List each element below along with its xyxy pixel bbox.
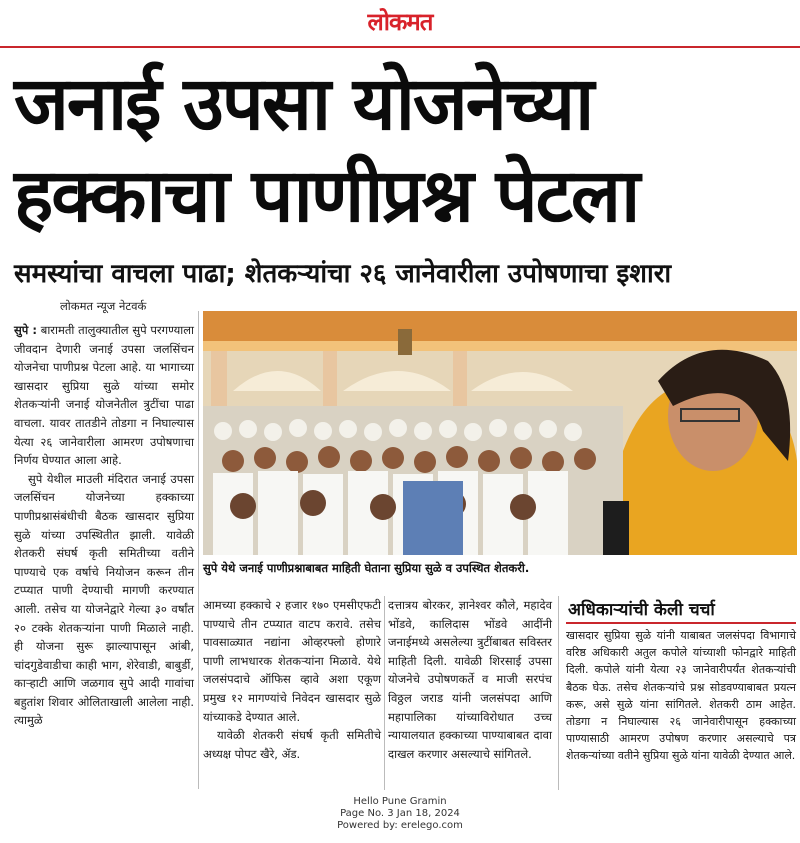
footer-edition: Hello Pune Gramin [353, 796, 447, 807]
box-title: अधिकाऱ्यांची केली चर्चा [568, 600, 715, 620]
article-para-1-text: बारामती तालुक्यातील सुपे परगण्याला जीवदान देणारी जनाई उपसा जलसिंचन योजनेचा पाणीप्रश्न पेटला आहे. या भागाच्या खासदार सुप्रिया सुळे यांच्या समोर शेतकऱ्यांनी जनाई योजनेतील त्रुटींचा पाढा वाचला. यावर तातडीने तोडगा न निघाल्यास येत्या २६ जानेवारीला आमरण उपोषणाचा निर्णय घेण्यात आला आहे. [14, 323, 194, 468]
article-column-2 [203, 596, 381, 763]
article-para-2: सुपे येथील माउली मंदिरात जनाई उपसा जलसिंचन योजनेच्या हक्काच्या पाणीप्रश्नासंबंधीची बैठक खासदार सुप्रिया सुळे यांच्या उपस्थितीत झाली. यावेळी शेतकरी संघर्ष कृती समितीच्या वतीने पाण्याचे एक वर्षाचे नियोजन करून तीन टप्प्यात पाणी देण्याची मागणी करण्यात आली. तसेच या योजनेद्वारे गेल्या ३० वर्षांत २० टक्के शेतकऱ्यांना पाणी मिळाले नाही. ही योजना सुरू झाल्यापासून आंबी, चांदगुडेवाडीचा काही भाग, शेरेवाडी, बाबुर्डी, काऱ्हाटी आणि जळगाव सुपे आदी गावांचा बहुतांश शिवार ओलिताखाली आलेला नाही. त्यामुळे [14, 471, 194, 728]
subheadline: समस्यांचा वाचला पाढा; शेतकऱ्यांचा २६ जानेवारीला उपोषणाचा इशारा [14, 259, 672, 289]
box-title-underline [566, 622, 796, 624]
column-divider [198, 311, 199, 789]
byline: लोकमत न्यूज नेटवर्क [60, 299, 147, 313]
column-divider [558, 596, 559, 790]
meeting-photo [203, 311, 797, 555]
page-footer [0, 796, 800, 832]
headline [14, 58, 786, 242]
footer-powered-by: Powered by: erelego.com [337, 820, 463, 831]
article-para-1 [14, 321, 194, 470]
headline-line-1: जनाई उपसा योजनेच्या [14, 61, 593, 147]
article-para-5: दत्तात्रय बोरकर, ज्ञानेश्वर कौले, महादेव भोंडवे, कालिदास भोंडवे आदींनी जनाईमध्ये असलेल्या त्रुटींबाबत सविस्तर माहिती दिली. यावेळी शिरसाई उपसा योजनेचे उपोषणकर्ते व माजी सरपंच विठ्ठल जराड यांनी जलसंपदा आणि महापालिका यांच्याविरोधात उच्च न्यायालयात हक्काच्या पाण्याबाबत दावा दाखल करणार असल्याचे सांगितले. [388, 598, 552, 761]
footer-page-date: Page No. 3 Jan 18, 2024 [340, 808, 460, 819]
article-column-1 [14, 321, 194, 730]
dateline: सुपे : [14, 323, 37, 337]
masthead [0, 0, 800, 48]
headline-line-2: हक्काचा पाणीप्रश्न पेटला [14, 153, 639, 239]
box-text: खासदार सुप्रिया सुळे यांनी याबाबत जलसंपदा विभागाचे वरिष्ठ अधिकारी अतुल कपोले यांच्याशी फोनद्वारे माहिती दिली. कपोले यांनी येत्या २३ जानेवारीपर्यंत शेतकऱ्यांची बैठक घेऊ. तसेच शेतकऱ्यांचे प्रश्न सोडवण्याबाबत प्रयत्न करू, असे सुळे यांना सांगितले. शेतकरी ठाम आहेत. तोडगा न निघाल्यास २६ जानेवारीपासून हक्काच्या पाण्यासाठी आमरण उपोषण करणार असल्याचे पत्र शेतकऱ्यांच्या वतीने सुप्रिया सुळे यांना यावेळी देण्यात आले. [566, 629, 796, 763]
article-para-4: यावेळी शेतकरी संघर्ष कृती समितीचे अध्यक्ष पोपट खैरे, ॲड. [203, 728, 381, 761]
newspaper-logo: लोकमत [367, 7, 433, 36]
article-column-3 [388, 596, 552, 763]
article-para-3: आमच्या हक्काचे २ हजार १७० एमसीएफटी पाण्याचे तीन टप्प्यात वाटप करावे. तसेच पावसाळ्यात नद्यांना ओव्हरफ्लो होणारे पाणी लाभधारक शेतकऱ्यांना मिळावे. येथे जलसंपदाचे ऑफिस व्हावे अशा एकूण प्रमुख १२ मागण्यांचे निवेदन खासदार सुळे यांच्याकडे देण्यात आले. [203, 598, 381, 724]
column-divider [384, 596, 385, 790]
photo-caption: सुपे येथे जनाई पाणीप्रश्नाबाबत माहिती घेताना सुप्रिया सुळे व उपस्थित शेतकरी. [203, 561, 530, 575]
